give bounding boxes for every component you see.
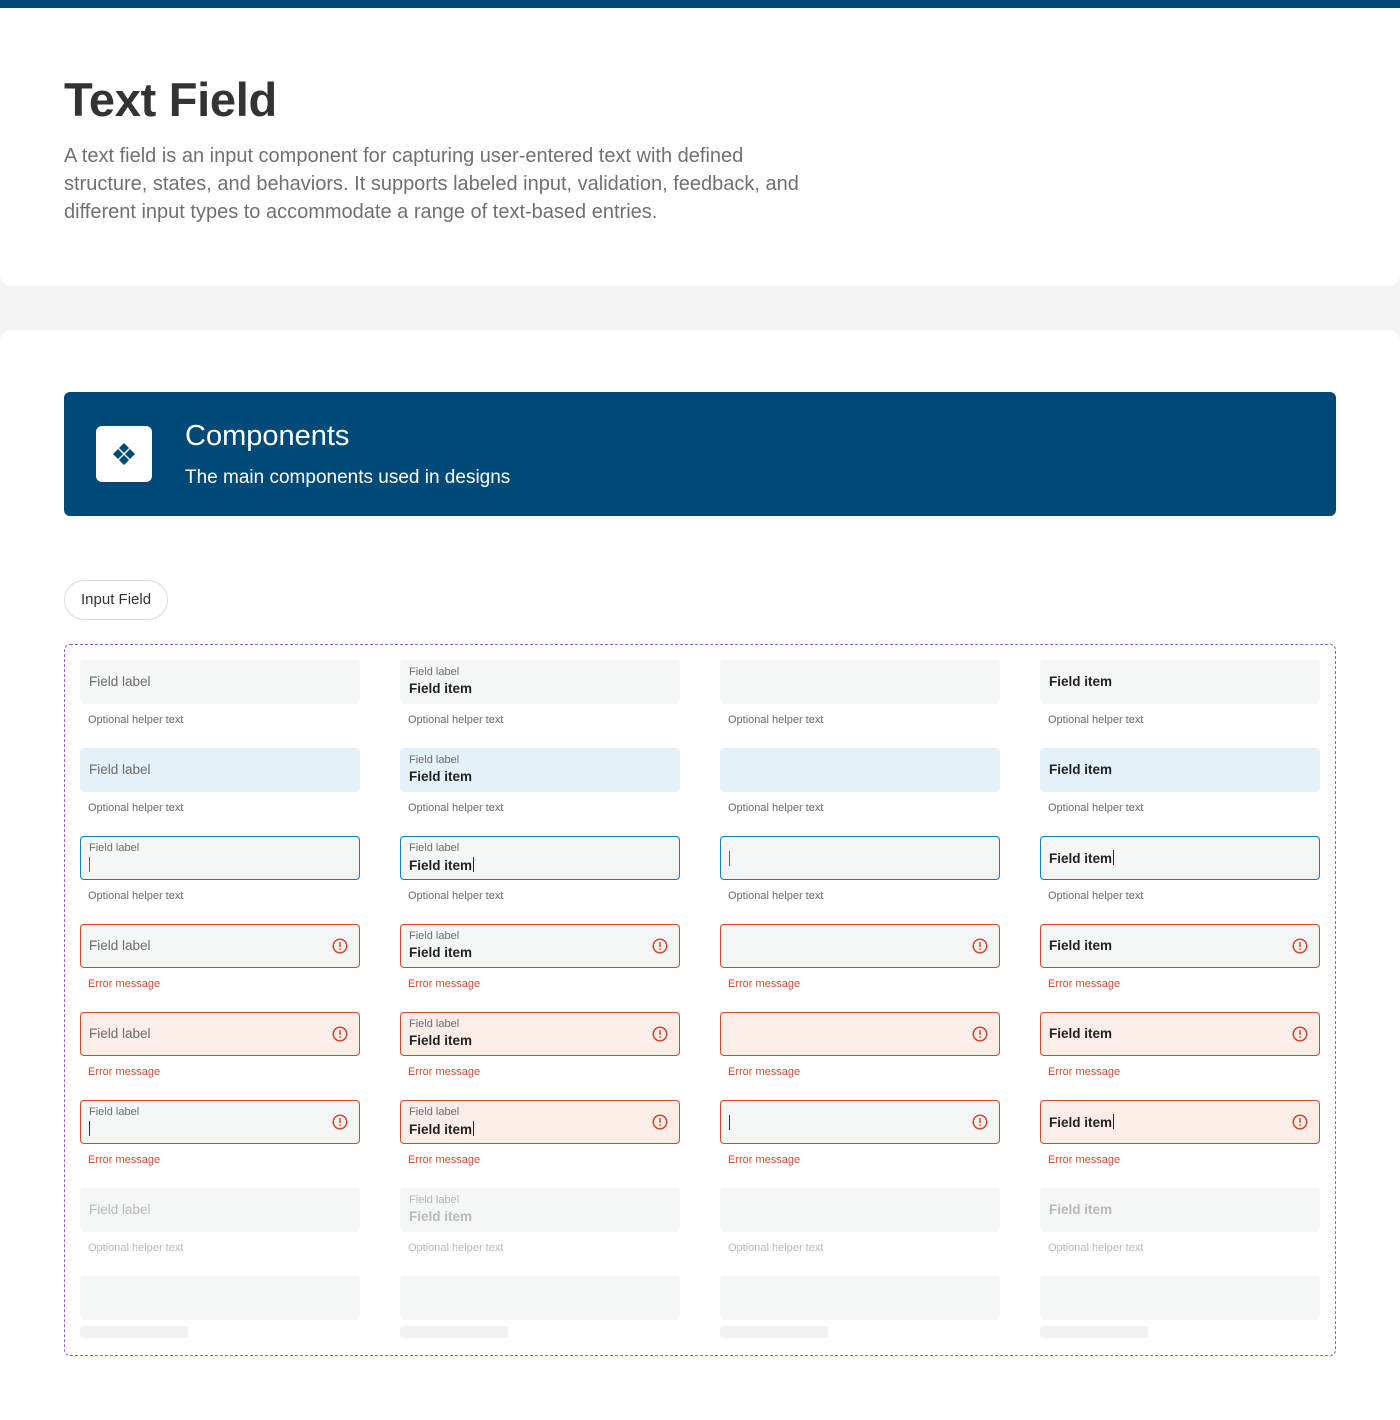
field-value: Field item bbox=[1049, 762, 1113, 777]
banner-subtitle: The main components used in designs bbox=[185, 467, 511, 488]
text-input[interactable] bbox=[400, 660, 680, 704]
field-focus-value-only bbox=[1040, 836, 1320, 902]
text-input[interactable] bbox=[720, 836, 1000, 880]
field-label: Field label bbox=[89, 842, 140, 854]
field-error-filled bbox=[400, 924, 680, 990]
field-label: Field label bbox=[89, 1106, 140, 1118]
field-focus-filled bbox=[400, 836, 680, 902]
field-default-empty bbox=[720, 660, 1000, 726]
error-icon bbox=[972, 938, 988, 954]
text-input[interactable] bbox=[80, 748, 360, 792]
helper-text: Optional helper text bbox=[1048, 890, 1144, 902]
field-label: Field label bbox=[409, 754, 460, 766]
component-diamond-icon bbox=[96, 426, 152, 482]
text-caret bbox=[473, 857, 474, 872]
text-input[interactable] bbox=[1040, 836, 1320, 880]
field-value: Field item bbox=[409, 1033, 473, 1048]
text-input[interactable] bbox=[720, 1100, 1000, 1144]
text-input bbox=[400, 1188, 680, 1232]
skeleton-input bbox=[720, 1276, 1000, 1320]
field-error-hover-empty bbox=[720, 1012, 1000, 1078]
helper-text: Optional helper text bbox=[1048, 714, 1144, 726]
page-title: Text Field bbox=[64, 73, 277, 126]
text-input[interactable] bbox=[1040, 924, 1320, 968]
field-label: Field label bbox=[409, 666, 460, 678]
field-error-label bbox=[80, 924, 360, 990]
field-label: Field label bbox=[89, 1202, 151, 1217]
text-caret bbox=[89, 857, 90, 872]
field-value: Field item bbox=[409, 945, 473, 960]
field-error-hover-filled bbox=[400, 1012, 680, 1078]
error-message: Error message bbox=[408, 1066, 481, 1078]
text-input[interactable] bbox=[1040, 660, 1320, 704]
page-description: A text field is an input component for capturing user-entered text with defined structure, states, and behaviors. It supports labeled input, validation, feedback, and different input types to accommodate a range of text-based entries. bbox=[64, 145, 799, 223]
field-error-focus-filled bbox=[400, 1100, 680, 1166]
field-label: Field label bbox=[409, 930, 460, 942]
text-input[interactable] bbox=[80, 1100, 360, 1144]
field-error-focus-empty bbox=[720, 1100, 1000, 1166]
text-input[interactable] bbox=[720, 1012, 1000, 1056]
text-caret bbox=[89, 1121, 90, 1136]
field-skeleton bbox=[80, 1276, 360, 1320]
field-error-hover-label bbox=[80, 1012, 360, 1078]
field-default-label bbox=[80, 660, 360, 726]
error-icon bbox=[972, 1114, 988, 1130]
field-skeleton bbox=[1040, 1276, 1320, 1320]
error-icon bbox=[652, 1026, 668, 1042]
helper-text: Optional helper text bbox=[728, 802, 824, 814]
field-hover-label bbox=[80, 748, 360, 814]
helper-text: Optional helper text bbox=[408, 890, 504, 902]
error-icon bbox=[332, 938, 348, 954]
field-label: Field label bbox=[89, 674, 151, 689]
field-label: Field label bbox=[89, 938, 151, 953]
field-value: Field item bbox=[1049, 674, 1113, 689]
field-hover-empty bbox=[720, 748, 1000, 814]
field-focus-label bbox=[80, 836, 360, 902]
field-disabled-filled bbox=[400, 1188, 680, 1254]
helper-text: Optional helper text bbox=[408, 714, 504, 726]
error-message: Error message bbox=[728, 1066, 801, 1078]
field-error-hover-value-only bbox=[1040, 1012, 1320, 1078]
text-input[interactable] bbox=[400, 1100, 680, 1144]
helper-text: Optional helper text bbox=[728, 1242, 824, 1254]
field-error-focus-label bbox=[80, 1100, 360, 1166]
error-icon bbox=[652, 938, 668, 954]
error-icon bbox=[1292, 1026, 1308, 1042]
text-caret bbox=[729, 1115, 730, 1130]
text-input[interactable] bbox=[1040, 748, 1320, 792]
text-input[interactable] bbox=[400, 1012, 680, 1056]
error-icon bbox=[1292, 1114, 1308, 1130]
helper-text: Optional helper text bbox=[728, 714, 824, 726]
text-input[interactable] bbox=[400, 836, 680, 880]
field-label: Field label bbox=[409, 1106, 460, 1118]
helper-text: Optional helper text bbox=[1048, 1242, 1144, 1254]
helper-text: Optional helper text bbox=[728, 890, 824, 902]
input-field-chip[interactable]: Input Field bbox=[64, 580, 168, 620]
field-disabled-empty bbox=[720, 1188, 1000, 1254]
text-input[interactable] bbox=[720, 660, 1000, 704]
helper-text: Optional helper text bbox=[408, 1242, 504, 1254]
field-label: Field label bbox=[409, 1018, 460, 1030]
error-message: Error message bbox=[728, 978, 801, 990]
text-input bbox=[80, 1188, 360, 1232]
helper-text: Optional helper text bbox=[88, 714, 184, 726]
error-icon bbox=[652, 1114, 668, 1130]
field-error-value-only bbox=[1040, 924, 1320, 990]
skeleton-helper bbox=[80, 1326, 188, 1338]
error-message: Error message bbox=[1048, 978, 1121, 990]
error-icon bbox=[332, 1026, 348, 1042]
text-caret bbox=[729, 851, 730, 866]
error-message: Error message bbox=[88, 1154, 161, 1166]
error-message: Error message bbox=[408, 1154, 481, 1166]
text-input[interactable] bbox=[720, 924, 1000, 968]
field-value: Field item bbox=[409, 681, 473, 696]
field-value: Field item bbox=[1049, 1026, 1113, 1041]
text-input bbox=[1040, 1188, 1320, 1232]
field-value: Field item bbox=[409, 1209, 473, 1224]
error-message: Error message bbox=[728, 1154, 801, 1166]
text-caret bbox=[473, 1121, 474, 1136]
field-default-value-only bbox=[1040, 660, 1320, 726]
text-input[interactable] bbox=[400, 748, 680, 792]
skeleton-input bbox=[1040, 1276, 1320, 1320]
skeleton-helper bbox=[1040, 1326, 1148, 1338]
field-hover-value-only bbox=[1040, 748, 1320, 814]
error-message: Error message bbox=[88, 1066, 161, 1078]
field-value: Field item bbox=[1049, 938, 1113, 953]
error-message: Error message bbox=[1048, 1154, 1121, 1166]
field-value: Field item bbox=[1049, 1115, 1113, 1130]
error-message: Error message bbox=[1048, 1066, 1121, 1078]
field-skeleton bbox=[720, 1276, 1000, 1320]
helper-text: Optional helper text bbox=[88, 890, 184, 902]
error-icon bbox=[972, 1026, 988, 1042]
field-focus-empty bbox=[720, 836, 1000, 902]
field-value: Field item bbox=[409, 769, 473, 784]
text-input[interactable] bbox=[1040, 1012, 1320, 1056]
text-input[interactable] bbox=[80, 1012, 360, 1056]
helper-text: Optional helper text bbox=[88, 802, 184, 814]
text-caret bbox=[1113, 850, 1114, 865]
text-field-showcase bbox=[64, 644, 1336, 1356]
helper-text: Optional helper text bbox=[408, 802, 504, 814]
error-icon bbox=[332, 1114, 348, 1130]
field-error-focus-value-only bbox=[1040, 1100, 1320, 1166]
skeleton-helper bbox=[400, 1326, 508, 1338]
helper-text: Optional helper text bbox=[1048, 802, 1144, 814]
field-disabled-label bbox=[80, 1188, 360, 1254]
text-input[interactable] bbox=[1040, 1100, 1320, 1144]
field-error-empty bbox=[720, 924, 1000, 990]
field-hover-filled bbox=[400, 748, 680, 814]
skeleton-input bbox=[80, 1276, 360, 1320]
field-label: Field label bbox=[409, 842, 460, 854]
error-icon bbox=[1292, 938, 1308, 954]
field-value: Field item bbox=[409, 1122, 473, 1137]
field-label: Field label bbox=[409, 1194, 460, 1206]
text-input[interactable] bbox=[80, 924, 360, 968]
field-value: Field item bbox=[1049, 851, 1113, 866]
field-value: Field item bbox=[409, 858, 473, 873]
text-input[interactable] bbox=[80, 836, 360, 880]
banner-title: Components bbox=[185, 420, 350, 452]
field-skeleton bbox=[400, 1276, 680, 1320]
text-input[interactable] bbox=[720, 748, 1000, 792]
field-label: Field label bbox=[89, 1026, 151, 1041]
field-disabled-value-only bbox=[1040, 1188, 1320, 1254]
text-caret bbox=[1113, 1114, 1114, 1129]
skeleton-input bbox=[400, 1276, 680, 1320]
field-value: Field item bbox=[1049, 1202, 1113, 1217]
components-banner bbox=[64, 392, 1336, 516]
skeleton-helper bbox=[720, 1326, 828, 1338]
field-label: Field label bbox=[89, 762, 151, 777]
text-input bbox=[720, 1188, 1000, 1232]
helper-text: Optional helper text bbox=[88, 1242, 184, 1254]
field-default-filled bbox=[400, 660, 680, 726]
text-input[interactable] bbox=[400, 924, 680, 968]
error-message: Error message bbox=[88, 978, 161, 990]
text-input[interactable] bbox=[80, 660, 360, 704]
error-message: Error message bbox=[408, 978, 481, 990]
